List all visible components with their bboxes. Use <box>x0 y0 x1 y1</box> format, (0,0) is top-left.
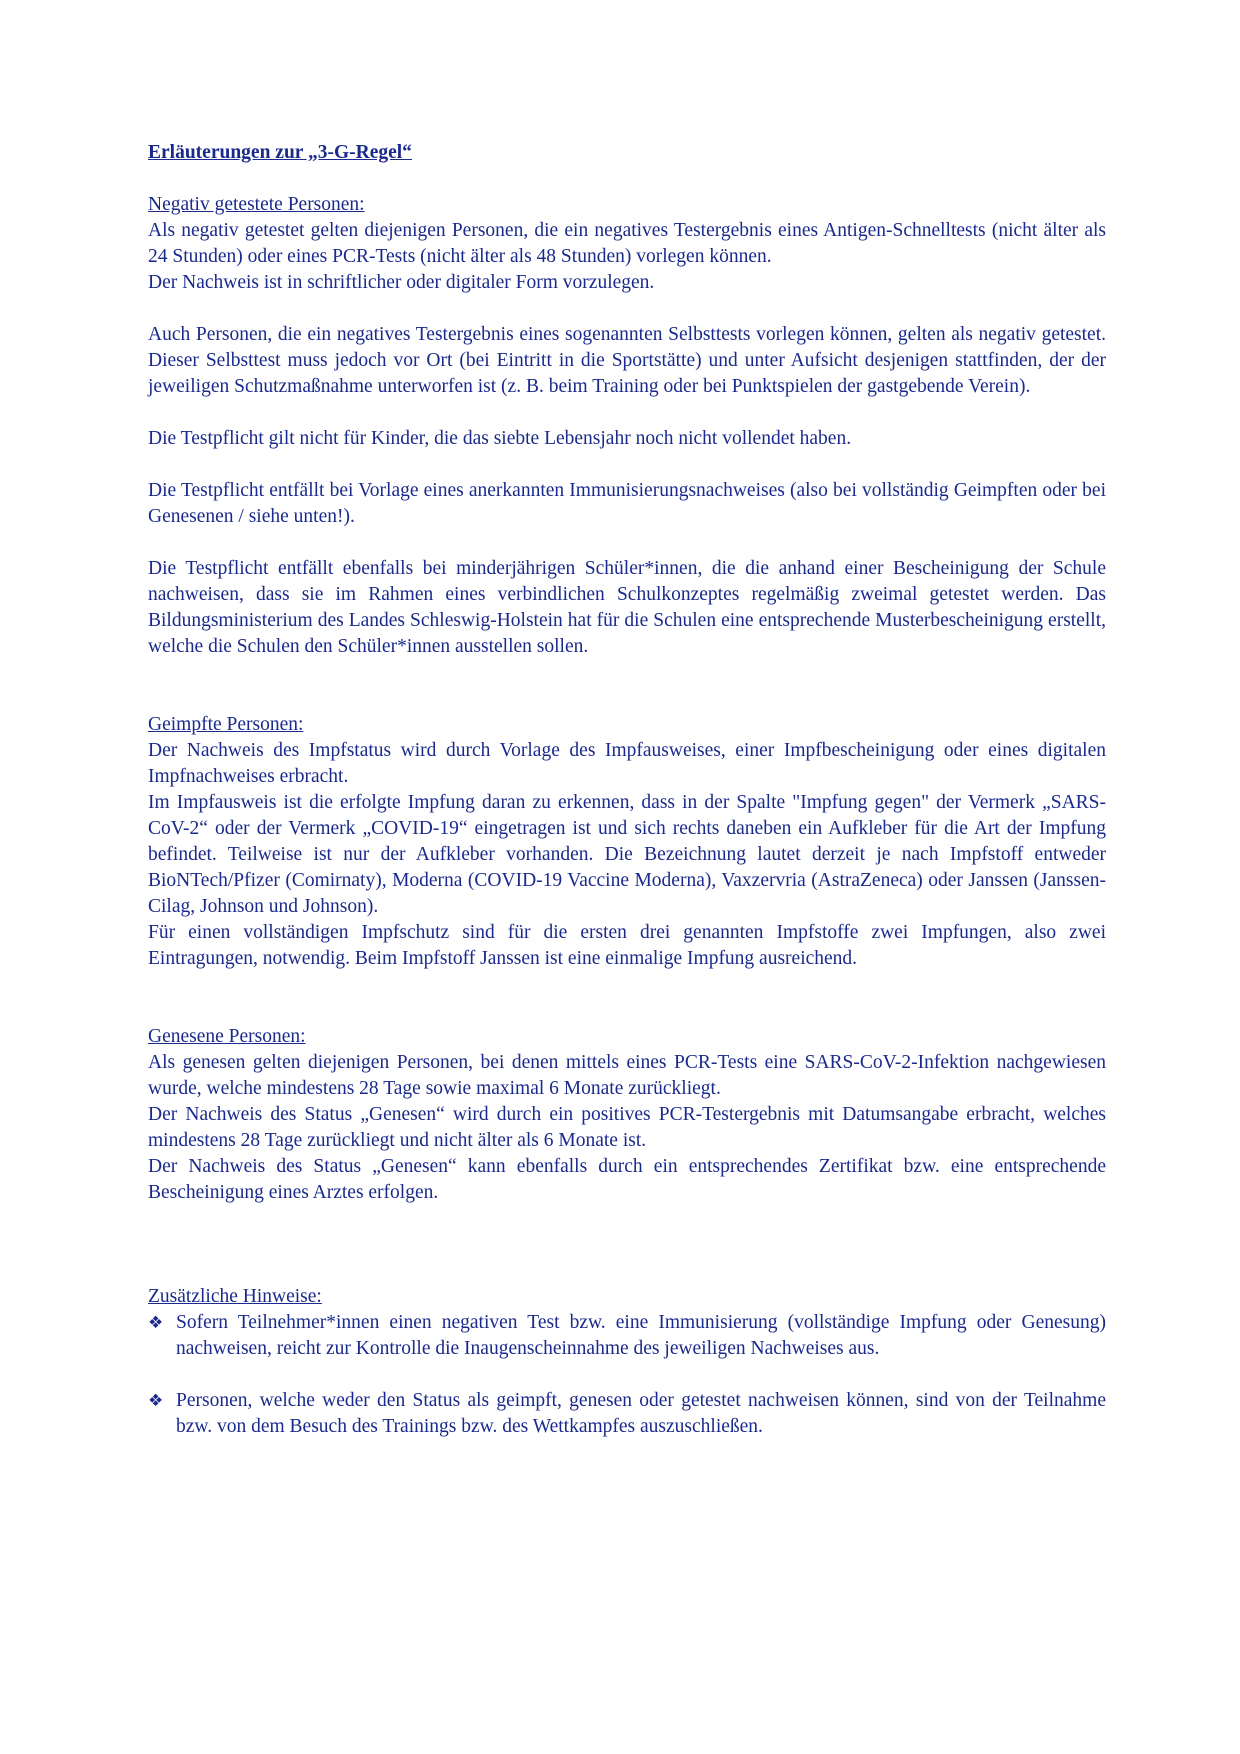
paragraph-negativ-6: Die Testpflicht entfällt ebenfalls bei minderjährigen Schüler*innen, die die anhand einer Bescheinigung der Schule nachweisen, dass sie im Rahmen eines verbindlichen Schulkonzeptes regelmäßig zweimal getestet werden. Das Bildungsministerium des Landes Schleswig-Holstein hat für die Schulen eine entsprechende Musterbescheinigung erstellt, welche die Schulen den Schüler*innen ausstellen sollen. <box>148 558 1106 657</box>
paragraph-geimpft-2: Im Impfausweis ist die erfolgte Impfung daran zu erkennen, dass in der Spalte "Impfung gegen" der Vermerk „SARS-CoV-2“ oder der Vermerk „COVID-19“ eingetragen ist und sich rechts daneben ein Aufkleber für die Art der Impfung befindet. Teilweise ist nur der Aufkleber vorhanden. Die Bezeichnung lautet derzeit je nach Impfstoff entweder BioNTech/Pfizer (Comirnaty), Moderna (COVID-19 Vaccine Moderna), Vaxzervria (AstraZeneca) oder Janssen (Janssen-Cilag, Johnson und Johnson). <box>148 792 1106 917</box>
paragraph-genesen-1: Als genesen gelten diejenigen Personen, bei denen mittels eines PCR-Tests eine SARS-CoV-2-Infektion nachgewiesen wurde, welche mindestens 28 Tage sowie maximal 6 Monate zurückliegt. <box>148 1052 1106 1099</box>
paragraph-negativ-3: Auch Personen, die ein negatives Testergebnis eines sogenannten Selbsttests vorlegen können, gelten als negativ getestet. Dieser Selbsttest muss jedoch vor Ort (bei Eintritt in die Sportstätte) und unter Aufsicht desjenigen stattfinden, der der jeweiligen Schutzmaßnahme unterworfen ist (z. B. beim Training oder bei Punktspielen der gastgebende Verein). <box>148 324 1106 397</box>
heading-hinweise: Zusätzliche Hinweise: <box>148 1286 322 1307</box>
heading-genesen: Genesene Personen: <box>148 1026 306 1047</box>
diamond-bullet-icon: ❖ <box>148 1313 164 1333</box>
list-item <box>148 1310 1106 1362</box>
paragraph-geimpft-1: Der Nachweis des Impfstatus wird durch Vorlage des Impfausweises, einer Impfbescheinigung oder eines digitalen Impfnachweises erbracht. <box>148 740 1106 787</box>
document-page <box>148 140 1106 1440</box>
paragraph-negativ-5: Die Testpflicht entfällt bei Vorlage eines anerkannten Immunisierungsnachweises (also bei vollständig Geimpften oder bei Genesenen / siehe unten!). <box>148 480 1106 527</box>
paragraph-genesen-3: Der Nachweis des Status „Genesen“ kann ebenfalls durch ein entsprechendes Zertifikat bzw. eine entsprechende Bescheinigung eines Arztes erfolgen. <box>148 1156 1106 1203</box>
list-item-text: Sofern Teilnehmer*innen einen negativen Test bzw. eine Immunisierung (vollständige Impfung oder Genesung) nachweisen, reicht zur Kontrolle die Inaugenscheinnahme des jeweiligen Nachweises aus. <box>176 1312 1106 1359</box>
heading-negativ: Negativ getestete Personen: <box>148 194 365 215</box>
paragraph-negativ-4: Die Testpflicht gilt nicht für Kinder, die das siebte Lebensjahr noch nicht vollendet haben. <box>148 428 852 449</box>
list-item-text: Personen, welche weder den Status als geimpft, genesen oder getestet nachweisen können, sind von der Teilnahme bzw. von dem Besuch des Trainings bzw. des Wettkampfes auszuschließen. <box>176 1390 1106 1437</box>
paragraph-genesen-2: Der Nachweis des Status „Genesen“ wird durch ein positives PCR-Testergebnis mit Datumsangabe erbracht, welches mindestens 28 Tage zurückliegt und nicht älter als 6 Monate ist. <box>148 1104 1106 1151</box>
heading-geimpft: Geimpfte Personen: <box>148 714 304 735</box>
paragraph-negativ-2: Der Nachweis ist in schriftlicher oder digitaler Form vorzulegen. <box>148 272 655 293</box>
paragraph-geimpft-3: Für einen vollständigen Impfschutz sind für die ersten drei genannten Impfstoffe zwei Impfungen, also zwei Eintragungen, notwendig. Beim Impfstoff Janssen ist eine einmalige Impfung ausreichend. <box>148 922 1106 969</box>
list-item <box>148 1388 1106 1440</box>
document-title: Erläuterungen zur „3-G-Regel“ <box>148 142 412 163</box>
paragraph-negativ-1: Als negativ getestet gelten diejenigen Personen, die ein negatives Testergebnis eines Antigen-Schnelltests (nicht älter als 24 Stunden) oder eines PCR-Tests (nicht älter als 48 Stunden) vorlegen können. <box>148 220 1106 267</box>
diamond-bullet-icon: ❖ <box>148 1391 164 1411</box>
